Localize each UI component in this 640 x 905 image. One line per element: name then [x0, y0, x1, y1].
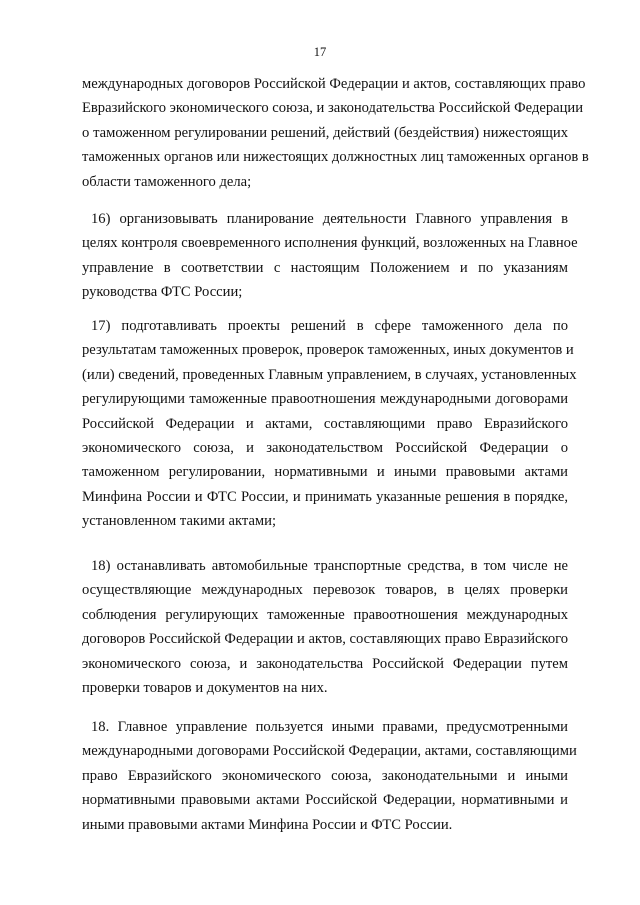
text-line: 16) организовывать планирование деятельности Главного управления в	[91, 211, 568, 227]
text-line: Российской Федерации и актами, составляющими право Евразийского	[82, 415, 568, 432]
text-line: нормативными правовыми актами Российской Федерации, нормативными и	[82, 792, 568, 809]
text-line: регулирующими таможенные правоотношения международными договорами	[82, 391, 568, 408]
text-line: иными правовыми актами Минфина России и ФТС России.	[82, 816, 453, 833]
text-line: право Евразийского экономического союза, законодательными и иными	[82, 767, 568, 784]
page-number: 17	[313, 45, 327, 59]
text-line: управление в соответствии с настоящим Положением и по указаниям	[82, 259, 568, 276]
text-line: экономического союза, и законодательства Российской Федерации путем	[82, 655, 568, 672]
text-line: договоров Российской Федерации и актов, составляющих право Евразийского	[82, 631, 569, 648]
text-line: таможенных органов или нижестоящих должностных лиц таможенных органов в	[82, 149, 589, 166]
paragraph-item-16	[82, 207, 578, 305]
text-line: установленном такими актами;	[82, 513, 277, 530]
text-line: о таможенном регулировании решений, действий (бездействия) нижестоящих	[82, 124, 568, 141]
text-line: соблюдения регулирующих таможенные правоотношения международных	[82, 606, 568, 623]
text-line: Евразийского экономического союза, и законодательства Российской Федерации	[82, 100, 584, 117]
text-line: Минфина России и ФТС России, и принимать указанные решения в порядке,	[82, 488, 568, 505]
text-line: проверки товаров и документов на них.	[82, 679, 328, 696]
text-line: таможенном регулировании, нормативными и иными правовыми актами	[82, 464, 568, 481]
text-line: международными договорами Российской Федерации, актами, составляющими	[82, 743, 577, 760]
text-line: международных договоров Российской Федерации и актов, составляющих право	[82, 76, 586, 92]
paragraph-item-18	[82, 554, 568, 700]
text-line: 18) останавливать автомобильные транспортные средства, в том числе не	[91, 558, 568, 574]
paragraph-continuation	[82, 72, 589, 194]
text-line: (или) сведений, проведенных Главным управлением, в случаях, установленных	[82, 366, 577, 383]
paragraph-section-18	[82, 715, 577, 837]
text-line: 17) подготавливать проекты решений в сфере таможенного дела по	[91, 318, 568, 334]
text-line: 18. Главное управление пользуется иными правами, предусмотренными	[91, 719, 568, 735]
text-line: осуществляющие международных перевозок товаров, в целях проверки	[82, 582, 568, 599]
text-line: результатам таможенных проверок, проверок таможенных, иных документов и	[82, 342, 574, 359]
text-line: руководства ФТС России;	[82, 284, 243, 301]
text-line: целях контроля своевременного исполнения функций, возложенных на Главное	[82, 235, 578, 252]
text-line: экономического союза, и законодательством Российской Федерации о	[82, 439, 568, 456]
text-line: области таможенного дела;	[82, 173, 252, 190]
paragraph-item-17	[82, 314, 577, 534]
